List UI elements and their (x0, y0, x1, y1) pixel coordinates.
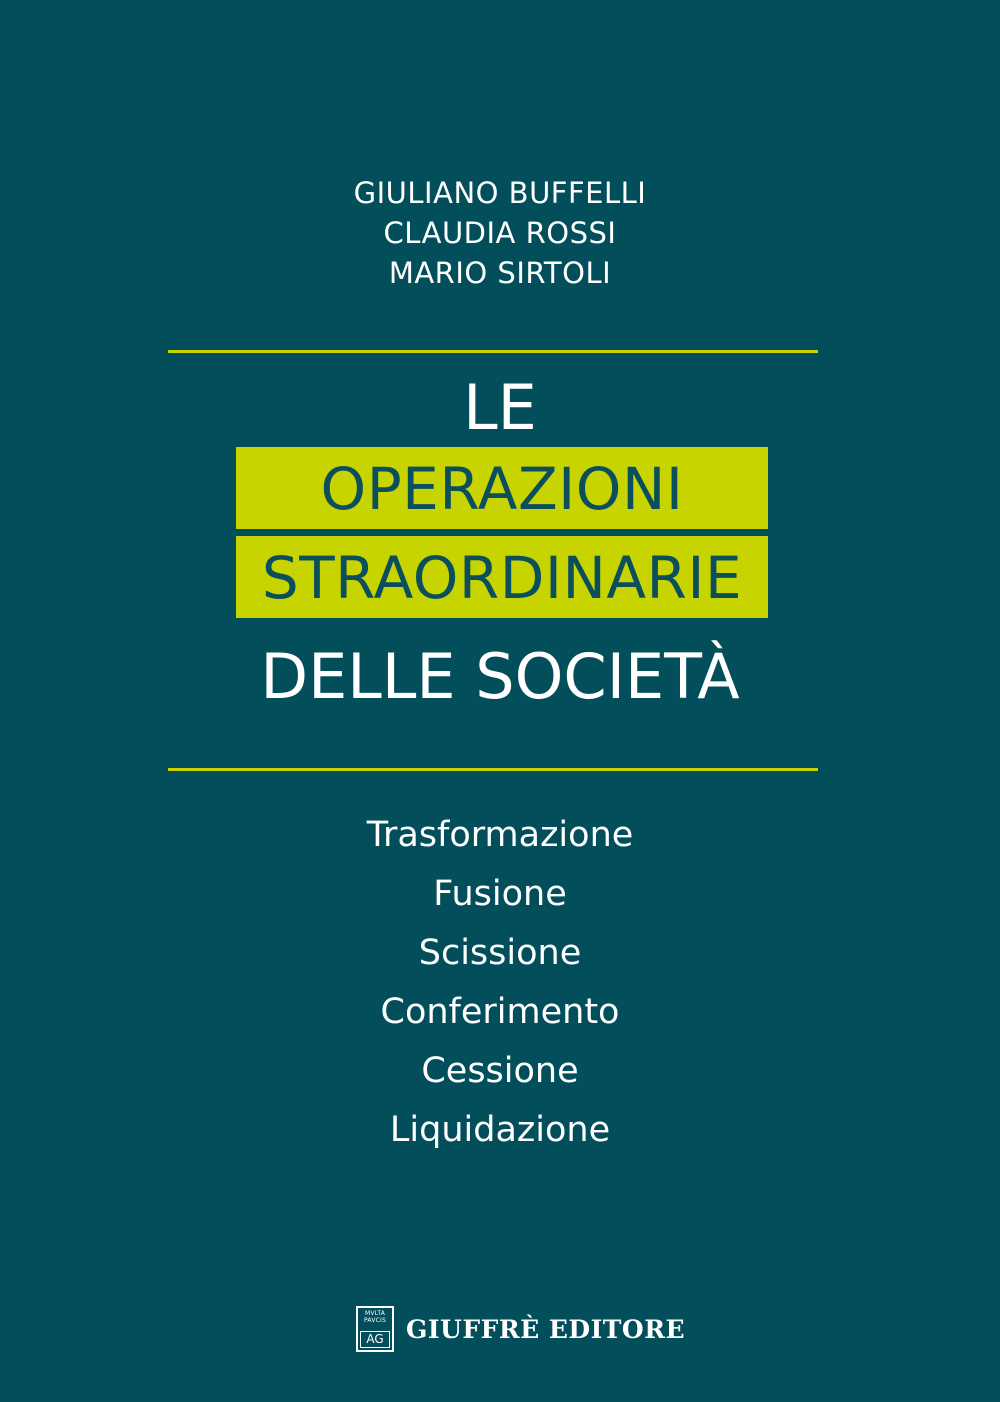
topic-item: Scissione (418, 933, 582, 973)
author-name: CLAUDIA ROSSI (383, 216, 617, 250)
publisher-logo-icon (356, 1306, 394, 1352)
author-list (0, 173, 1000, 293)
topic-item: Fusione (433, 874, 567, 914)
logo-initials: AG (360, 1331, 390, 1348)
logo-motto: MVLTA PAVCIS (363, 1310, 387, 1324)
author-name: MARIO SIRTOLI (388, 256, 612, 290)
author-name: GIULIANO BUFFELLI (353, 176, 647, 210)
topic-item: Trasformazione (366, 815, 634, 855)
topic-item: Liquidazione (389, 1110, 611, 1150)
publisher-block (356, 1304, 685, 1354)
topic-item: Conferimento (380, 992, 620, 1032)
topic-list (0, 806, 1000, 1160)
title-line-4: DELLE SOCIETÀ (260, 640, 740, 713)
divider-bottom (168, 768, 818, 771)
title-highlight-1: OPERAZIONI (236, 447, 768, 529)
title-line-1: LE (463, 371, 537, 444)
publisher-name: GIUFFRÈ EDITORE (406, 1314, 686, 1344)
topic-item: Cessione (421, 1051, 579, 1091)
divider-top (168, 350, 818, 353)
title-highlight-2: STRAORDINARIE (236, 536, 768, 618)
